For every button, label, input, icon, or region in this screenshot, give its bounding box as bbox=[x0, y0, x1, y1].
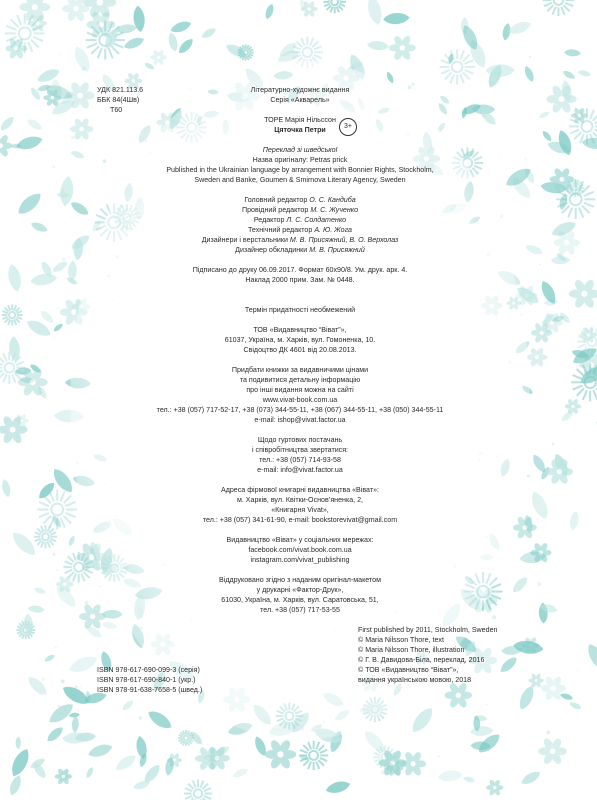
published-line: Published in the Ukrainian language by arrangement with Bonnier Rights, Stockholm, bbox=[166, 166, 434, 174]
store-contacts: тел.: +38 (057) 341-61-90, e-mail: bookstorevivat@gmail.com bbox=[202, 516, 398, 524]
credit-role: Дизайнер обкладинки bbox=[235, 246, 308, 254]
isbn-line: ISBN 978-91-638-7658-5 (швед.) bbox=[97, 686, 203, 694]
credit-line bbox=[140, 226, 460, 236]
copyright-line: © ТОВ «Видавництво “Віват”», bbox=[358, 666, 459, 674]
bbk-code: ББК 84(4Шв) bbox=[97, 96, 140, 104]
facebook-link[interactable]: facebook.com/vivat.book.com.ua bbox=[248, 546, 352, 554]
buy-line: про інші видання можна на сайті bbox=[246, 386, 354, 394]
buy-line: та подивитися детальну інформацію bbox=[239, 376, 361, 384]
printer-line: тел. +38 (057) 717-53-55 bbox=[260, 606, 340, 614]
store-line: м. Харків, вул. Квітки-Основ’яненка, 2, bbox=[236, 496, 364, 504]
credit-line bbox=[140, 206, 460, 216]
credit-role: Редактор bbox=[253, 216, 285, 224]
isbn-line: ISBN 978-617-690-099-3 (серія) bbox=[97, 666, 200, 674]
instagram-link[interactable]: instagram.com/vivat_publishing bbox=[250, 556, 350, 564]
credit-role: Дизайнери і верстальники bbox=[201, 236, 288, 244]
credit-role: Провідний редактор bbox=[241, 206, 309, 214]
wholesale-line: Щодо гуртових постачань bbox=[257, 436, 343, 444]
author-name: ТОРЕ Марія Нільссон bbox=[264, 116, 336, 124]
wholesale-email[interactable]: e-mail: info@vivat.factor.ua bbox=[257, 466, 343, 474]
book-title: Цяточка Петри bbox=[274, 126, 326, 134]
credit-name: А. Ю. Жога bbox=[314, 226, 352, 234]
genre-line: Літературно-художнє видання bbox=[250, 86, 350, 94]
printer-line: у друкарні «Фактор-Друк», bbox=[256, 586, 344, 594]
isbn-line: ISBN 978-617-690-840-1 (укр.) bbox=[97, 676, 196, 684]
publisher-line: Свідоцтво ДК 4601 від 20.08.2013. bbox=[243, 346, 357, 354]
store-line: «Книгарня Vivat», bbox=[271, 506, 329, 514]
credit-line bbox=[140, 246, 460, 256]
credit-role: Головний редактор bbox=[244, 196, 308, 204]
translation-note: Переклад зі шведської bbox=[262, 146, 338, 154]
wholesale-line: і співробітництва звертатися: bbox=[251, 446, 349, 454]
credit-name: Л. С. Солдатенко bbox=[286, 216, 347, 224]
shop-phones: тел.: +38 (057) 717-52-17, +38 (073) 344-55-11, +38 (067) 344-55-11, +38 (050) 344-55-11 bbox=[156, 406, 444, 414]
copyright-line: © Г. В. Давидова-Біла, переклад, 2016 bbox=[358, 656, 485, 664]
series-line: Серія «Акварель» bbox=[270, 96, 330, 104]
copyright-line: First published by 2011, Stockholm, Sweden bbox=[358, 626, 498, 634]
published-line: Sweden and Banke, Goumen & Smirnova Literary Agency, Sweden bbox=[194, 176, 406, 184]
copyright-line: © Maria Nilsson Thore, illustration bbox=[358, 646, 465, 654]
printer-line: Віддруковано згідно з наданим оригінал-макетом bbox=[219, 576, 381, 584]
credit-name: М. В. Присяжний bbox=[309, 246, 365, 254]
copyright-line: видання українською мовою, 2018 bbox=[358, 676, 472, 684]
credit-line bbox=[140, 196, 460, 206]
credit-line bbox=[140, 216, 460, 226]
website-link[interactable]: www.vivat-book.com.ua bbox=[262, 396, 338, 404]
credit-line bbox=[140, 236, 460, 246]
print-info-line: Наклад 2000 прим. Зам. № 0448. bbox=[245, 276, 355, 284]
publisher-line: 61037, Україна, м. Харків, вул. Гомоненка, 10. bbox=[224, 336, 376, 344]
social-line: Видавництво «Віват» у соціальних мережах: bbox=[226, 536, 374, 544]
copyright-line: © Maria Nilsson Thore, text bbox=[358, 636, 444, 644]
original-title: Назва оригіналу: Petras prick bbox=[252, 156, 348, 164]
udk-code: УДК 821.113.6 bbox=[97, 86, 144, 94]
author-mark: Т60 bbox=[110, 106, 123, 114]
credit-name: О. С. Кандиба bbox=[309, 196, 356, 204]
credit-name: М. В. Присяжний, В. О. Верхолаз bbox=[289, 236, 399, 244]
age-rating-badge: 3+ bbox=[339, 118, 357, 136]
print-info-line: Підписано до друку 06.09.2017. Формат 60х90/8. Ум. друк. арк. 4. bbox=[192, 266, 408, 274]
validity-line: Термін придатності необмежений bbox=[244, 306, 356, 314]
shop-email[interactable]: e-mail: ishop@vivat.factor.ua bbox=[254, 416, 346, 424]
buy-line: Придбати книжки за видавничими цінами bbox=[231, 366, 369, 374]
wholesale-phone: тел.: +38 (057) 714-93-58 bbox=[259, 456, 341, 464]
publisher-line: ТОВ «Видавництво “Віват”», bbox=[253, 326, 347, 334]
store-line: Адреса фірмової книгарні видавництва «Віват»: bbox=[220, 486, 380, 494]
printer-line: 61030, Україна, м. Харків, вул. Саратовська, 51, bbox=[221, 596, 379, 604]
credit-name: М. С. Жученко bbox=[310, 206, 359, 214]
credit-role: Технічний редактор bbox=[247, 226, 313, 234]
